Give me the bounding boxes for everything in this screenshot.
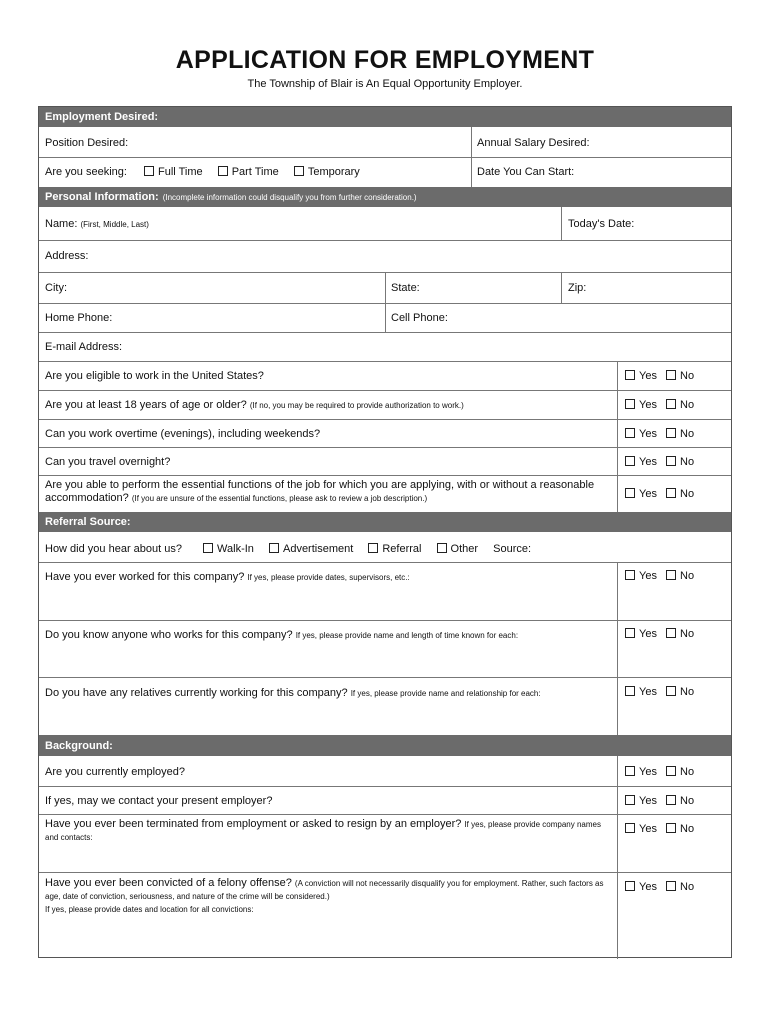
terminated-note: If yes, please provide company names and contacts: — [45, 820, 601, 842]
yes-checkbox[interactable] — [625, 881, 635, 891]
section-header-personal — [39, 187, 731, 207]
source-label: Source: — [493, 543, 532, 555]
section-title: Personal Information: — [45, 191, 159, 203]
question-contact-employer: If yes, may we contact your present employer? — [45, 795, 273, 807]
no-checkbox[interactable] — [666, 456, 676, 466]
seeking-label: Are you seeking: — [45, 166, 127, 178]
other-checkbox[interactable] — [437, 543, 447, 553]
state-label: State: — [391, 282, 420, 294]
address-label: Address: — [45, 250, 89, 262]
question-worked-here: Have you ever worked for this company? If yes, please provide dates, supervisors, etc.: — [45, 571, 410, 583]
employed-yes-no: Yes No — [625, 766, 694, 778]
advertisement-checkbox[interactable] — [269, 543, 279, 553]
no-checkbox[interactable] — [666, 370, 676, 380]
question-terminated: Have you ever been terminated from employment or asked to resign by an employer? If yes, please provide company names and contacts: — [45, 818, 601, 842]
section-header-background — [39, 735, 731, 756]
no-checkbox[interactable] — [666, 795, 676, 805]
eligible-yes-no: Yes No — [625, 370, 694, 382]
full-time-checkbox[interactable] — [144, 166, 154, 176]
yes-checkbox[interactable] — [625, 570, 635, 580]
felony-followup: If yes, please provide dates and location for all convictions: — [45, 905, 254, 914]
temporary-checkbox[interactable] — [294, 166, 304, 176]
no-checkbox[interactable] — [666, 881, 676, 891]
no-checkbox[interactable] — [666, 488, 676, 498]
yes-checkbox[interactable] — [625, 795, 635, 805]
application-form — [38, 106, 732, 958]
worked-here-yes-no: Yes No — [625, 570, 694, 582]
yes-checkbox[interactable] — [625, 823, 635, 833]
section-header-employment — [39, 107, 731, 127]
city-label: City: — [45, 282, 67, 294]
todays-date-label: Today's Date: — [568, 218, 635, 230]
no-checkbox[interactable] — [666, 766, 676, 776]
seeking-row — [45, 166, 372, 179]
question-relatives: Do you have any relatives currently working for this company? If yes, please provide name and relationship for each: — [45, 687, 541, 699]
terminated-yes-no: Yes No — [625, 823, 694, 835]
walk-in-checkbox[interactable] — [203, 543, 213, 553]
no-checkbox[interactable] — [666, 686, 676, 696]
question-felony: Have you ever been convicted of a felony offense? (A conviction will not necessarily disqualify you for employment. Rather, such factors as age, date of conviction, seriousness, and nature of the crime will be considered.) If yes, please provide dates and location for all convictions: — [45, 877, 604, 914]
page-subtitle: The Township of Blair is An Equal Opportunity Employer. — [247, 78, 523, 90]
temporary-label: Temporary — [307, 166, 360, 178]
yes-checkbox[interactable] — [625, 488, 635, 498]
page-title: APPLICATION FOR EMPLOYMENT — [175, 46, 595, 74]
section-note: (Incomplete information could disqualify you from further consideration.) — [162, 192, 417, 202]
essential-yes-no: Yes No — [625, 488, 694, 500]
question-employed: Are you currently employed? — [45, 766, 186, 778]
question-eligible: Are you eligible to work in the United States? — [45, 370, 264, 382]
name-label: Name: — [45, 218, 78, 230]
felony-note: (A conviction will not necessarily disqualify you for employment. Rather, such factors as age, date of conviction, seriousness, and nature of the crime will be considered.) — [45, 879, 604, 901]
section-title: Background: — [45, 739, 113, 752]
yes-checkbox[interactable] — [625, 428, 635, 438]
how-heard-row: How did you hear about us? Walk-In Advertisement Referral Other Source: — [45, 543, 532, 555]
no-checkbox[interactable] — [666, 570, 676, 580]
section-header-referral — [39, 512, 731, 532]
question-essential: Are you able to perform the essential functions of the job for which you are applying, with or without a reasonable accommodation? (If you are unsure of the essential functions, please ask to review a job description.) — [45, 479, 595, 504]
question-know-anyone: Do you know anyone who works for this company? If yes, please provide name and length of time known for each: — [45, 629, 519, 641]
referral-checkbox[interactable] — [368, 543, 378, 553]
yes-checkbox[interactable] — [625, 399, 635, 409]
relatives-yes-no: Yes No — [625, 686, 694, 698]
cell-phone-label: Cell Phone: — [391, 312, 448, 324]
age-note: (If no, you may be required to provide authorization to work.) — [249, 401, 464, 410]
no-checkbox[interactable] — [666, 399, 676, 409]
relatives-note: If yes, please provide name and relationship for each: — [350, 689, 541, 698]
felony-yes-no: Yes No — [625, 881, 694, 893]
zip-label: Zip: — [568, 282, 587, 294]
full-time-label: Full Time — [158, 166, 203, 178]
essential-note: (If you are unsure of the essential functions, please ask to review a job description.) — [131, 494, 428, 503]
question-age: Are you at least 18 years of age or older? (If no, you may be required to provide authorization to work.) — [45, 399, 464, 411]
no-checkbox[interactable] — [666, 823, 676, 833]
question-overtime: Can you work overtime (evenings), including weekends? — [45, 428, 321, 440]
worked-here-note: If yes, please provide dates, supervisors, etc.: — [247, 573, 410, 582]
question-travel: Can you travel overnight? — [45, 456, 171, 468]
part-time-checkbox[interactable] — [218, 166, 228, 176]
name-note: (First, Middle, Last) — [80, 220, 149, 229]
email-label: E-mail Address: — [45, 341, 123, 353]
travel-yes-no: Yes No — [625, 456, 694, 468]
yes-checkbox[interactable] — [625, 456, 635, 466]
annual-salary-label: Annual Salary Desired: — [477, 137, 590, 149]
section-title: Employment Desired: — [45, 111, 159, 123]
no-checkbox[interactable] — [666, 628, 676, 638]
yes-checkbox[interactable] — [625, 370, 635, 380]
yes-checkbox[interactable] — [625, 766, 635, 776]
know-anyone-yes-no: Yes No — [625, 628, 694, 640]
contact-employer-yes-no: Yes No — [625, 795, 694, 807]
home-phone-label: Home Phone: — [45, 312, 113, 324]
overtime-yes-no: Yes No — [625, 428, 694, 440]
yes-checkbox[interactable] — [625, 686, 635, 696]
position-desired-label: Position Desired: — [45, 137, 129, 149]
start-date-label: Date You Can Start: — [477, 166, 575, 178]
no-checkbox[interactable] — [666, 428, 676, 438]
section-title: Referral Source: — [45, 516, 131, 528]
age-yes-no: Yes No — [625, 399, 694, 411]
yes-checkbox[interactable] — [625, 628, 635, 638]
part-time-label: Part Time — [231, 166, 279, 178]
name-row — [45, 218, 149, 231]
know-anyone-note: If yes, please provide name and length of time known for each: — [295, 631, 519, 640]
